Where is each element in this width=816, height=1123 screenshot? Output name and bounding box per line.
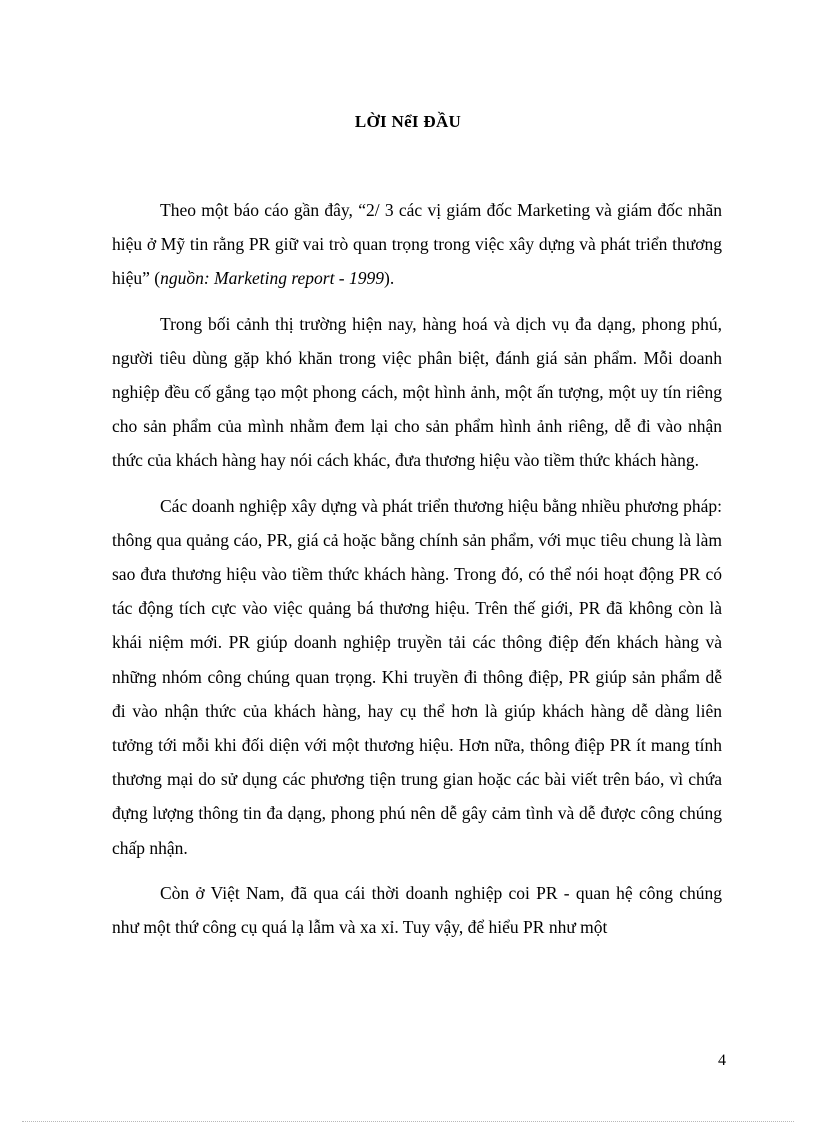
document-body [112,193,722,955]
page-number: 4 [718,1052,726,1069]
paragraph-2: Trong bối cảnh thị trường hiện nay, hàng hoá và dịch vụ đa dạng, phong phú, người tiêu dùng gặp khó khăn trong việc phân biệt, đánh giá sản phẩm. Mỗi doanh nghiệp đều cố gắng tạo một phong cách, một hình ảnh, một ấn tượng, một uy tín riêng cho sản phẩm của mình nhằm đem lại cho sản phẩm hình ảnh riêng, dễ đi vào nhận thức của khách hàng hay nói cách khác, đưa thương hiệu vào tiềm thức khách hàng. [112,313,722,471]
paragraph-1-tail: ). [384,268,395,289]
paragraph-3: Các doanh nghiệp xây dựng và phát triển thương hiệu bằng nhiều phương pháp: thông qua quảng cáo, PR, giá cả hoặc bằng chính sản phẩm, với mục tiêu chung là làm sao đưa thương hiệu vào tiềm thức khách hàng. Trong đó, có thể nói hoạt động PR có tác động tích cực vào việc quảng bá thương hiệu. Trên thế giới, PR đã không còn là khái niệm mới. PR giúp doanh nghiệp truyền tải các thông điệp đến khách hàng và những nhóm công chúng quan trọng. Khi truyền đi thông điệp, PR giúp sản phẩm dễ đi vào nhận thức của khách hàng, hay cụ thể hơn là giúp khách hàng dễ dàng liên tưởng tới mỗi khi đối diện với một thương hiệu. Hơn nữa, thông điệp PR ít mang tính thương mại do sử dụng các phương tiện trung gian hoặc các bài viết trên báo, vì chứa đựng lượng thông tin đa dạng, phong phú nên dễ gây cảm tình và dễ được công chúng chấp nhận. [112,495,722,858]
paragraph-1 [112,193,722,296]
paragraph-1-text: Theo một báo cáo gần đây, “2/ 3 các vị giám đốc Marketing và giám đốc nhãn hiệu ở Mỹ tin rằng PR giữ vai trò quan trọng trong việc xây dựng và phát triển thương hiệu” ( [112,200,722,289]
paragraph-1-source-citation: nguồn: Marketing report - 1999 [160,268,385,289]
page-title: LỜI NểI ĐẦU [354,112,462,131]
page-bottom-divider [22,1121,794,1122]
paragraph-4: Còn ở Việt Nam, đã qua cái thời doanh nghiệp coi PR - quan hệ công chúng như một thứ công cụ quá lạ lẫm và xa xỉ. Tuy vậy, để hiểu PR như một [112,882,722,938]
